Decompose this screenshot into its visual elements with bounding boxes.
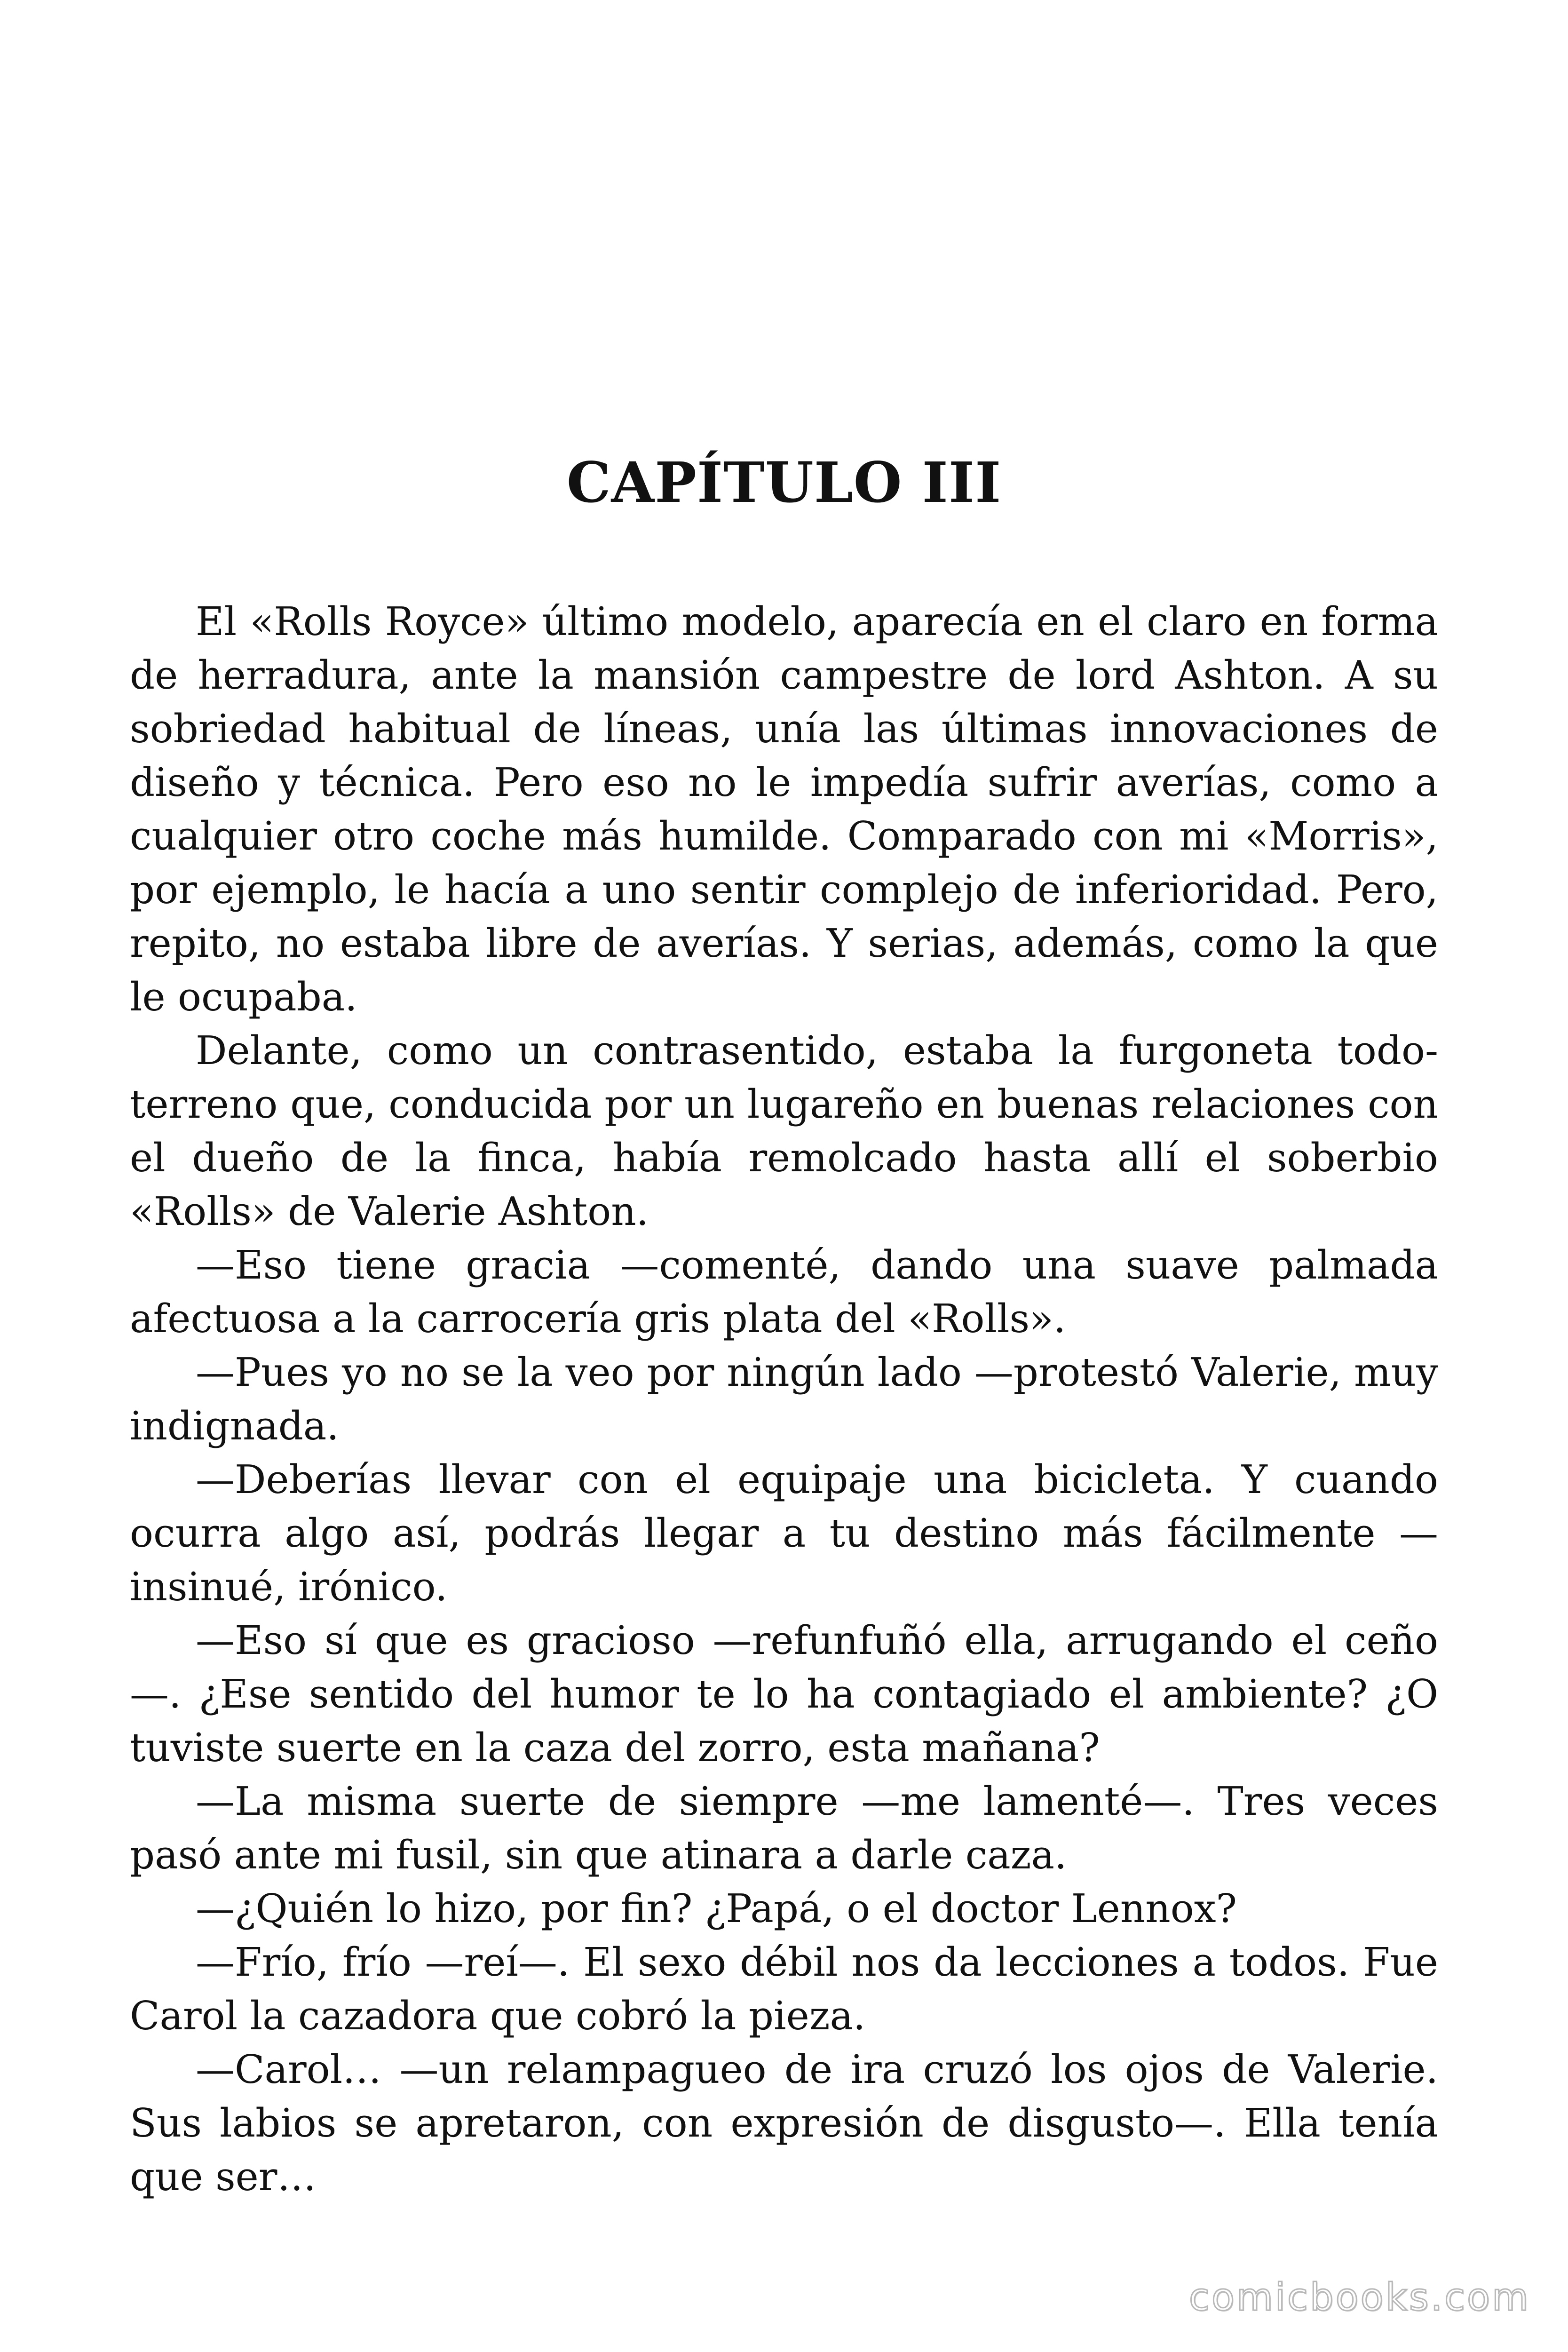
watermark: comicbooks.com — [1188, 2275, 1530, 2319]
paragraph: —Eso sí que es gracioso —refunfuñó ella, arrugando el ceño—. ¿Ese sentido del humor te lo ha contagiado el ambiente? ¿O tuviste suerte en la caza del zorro, esta mañana? — [130, 1618, 1438, 1771]
paragraph: El «Rolls Royce» último modelo, aparecía en el claro en forma de herradura, ante la mansión campestre de lord Ashton. A su sobriedad habitual de líneas, unía las últimas innovaciones de diseño y técnica. Pero eso no le impedía sufrir averías, como a cualquier otro coche más humilde. Comparado con mi «Morris», por ejemplo, le hacía a uno sentir complejo de inferioridad. Pero, repito, no estaba libre de averías. Y serias, además, como la que le ocupaba. — [130, 599, 1438, 1020]
paragraph: —Eso tiene gracia —comenté, dando una suave palmada afectuosa a la carrocería gris plata del «Rolls». — [130, 1242, 1438, 1342]
paragraph: —La misma suerte de siempre —me lamenté—. Tres veces pasó ante mi fusil, sin que atinara a darle caza. — [130, 1779, 1438, 1878]
paragraph: —Deberías llevar con el equipaje una bicicleta. Y cuando ocurra algo así, podrás llegar a tu destino más fácilmente —insinué, irónico. — [130, 1457, 1438, 1610]
paragraph: —Frío, frío —reí—. El sexo débil nos da lecciones a todos. Fue Carol la cazadora que cobró la pieza. — [130, 1939, 1438, 2039]
paragraph: —Carol… —un relampagueo de ira cruzó los ojos de Valerie. Sus labios se apretaron, con expresión de disgusto—. Ella tenía que ser… — [130, 2047, 1438, 2200]
paragraph: —Pues yo no se la veo por ningún lado —protestó Valerie, muy indignada. — [130, 1350, 1438, 1449]
chapter-body — [130, 595, 1438, 2204]
chapter-title: CAPÍTULO III — [566, 450, 1002, 515]
paragraph: —¿Quién lo hizo, por fin? ¿Papá, o el doctor Lennox? — [196, 1886, 1237, 1931]
paragraph: Delante, como un contrasentido, estaba la furgoneta todo-terreno que, conducida por un lugareño en buenas relaciones con el dueño de la finca, había remolcado hasta allí el soberbio «Rolls» de Valerie Ashton. — [130, 1028, 1438, 1234]
